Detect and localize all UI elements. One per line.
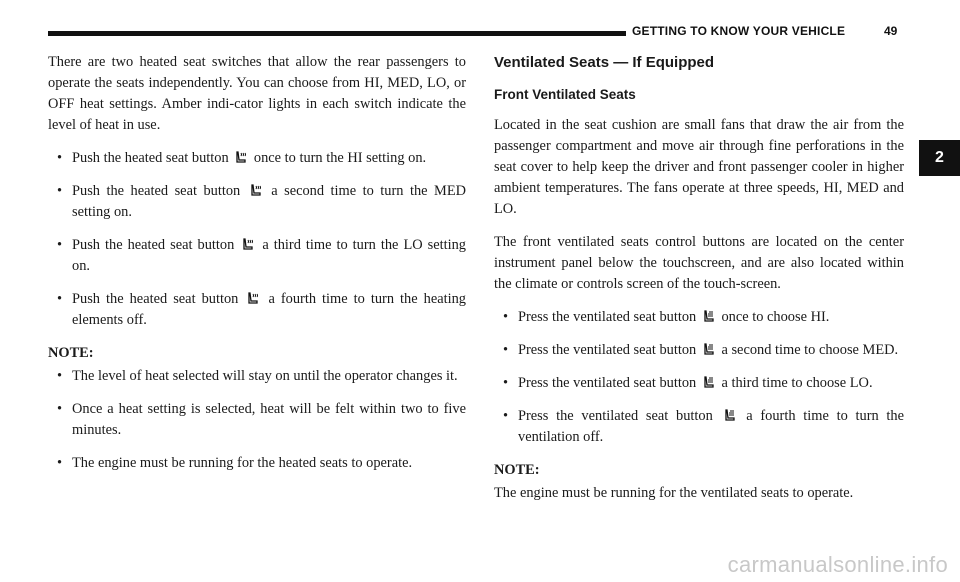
bullet-text: a second time to turn the MED setting on. bbox=[72, 183, 467, 220]
heated-bullet-2 bbox=[48, 181, 466, 223]
note-bullet-3: • The engine must be running for the heated seats to operate. bbox=[48, 453, 466, 474]
ventilated-paragraph-2: The front ventilated seats control buttons are located on the center instrument panel below the touchscreen, and are also located within the climate or controls screen of the touch-screen. bbox=[494, 234, 904, 292]
heated-seat-icon bbox=[241, 237, 255, 251]
watermark: carmanualsonline.info bbox=[727, 552, 948, 577]
note-bullet-2: • Once a heat setting is selected, heat will be felt within two to five minutes. bbox=[48, 399, 466, 441]
bullet-text: Press the ventilated seat button bbox=[518, 309, 697, 325]
ventilated-seat-icon bbox=[702, 375, 716, 389]
bullet-text: once to choose HI. bbox=[721, 309, 830, 325]
ventilated-paragraph-1: Located in the seat cushion are small fans that draw the air from the passenger compartment and move air through fine perforations in the seat cover to help keep the driver and front passenger cooler in higher ambient temperatures. The fans operate at three speeds, HI, MED and LO. bbox=[494, 117, 904, 217]
heated-seat-icon bbox=[246, 291, 260, 305]
bullet-text: once to turn the HI setting on. bbox=[253, 150, 427, 166]
ventilated-bullet-4 bbox=[494, 406, 904, 448]
ventilated-seat-icon bbox=[702, 309, 716, 323]
heated-bullet-1 bbox=[48, 148, 466, 169]
running-header: GETTING TO KNOW YOUR VEHICLE bbox=[632, 24, 846, 38]
section-title: Ventilated Seats — If Equipped bbox=[494, 54, 715, 71]
bullet-text: a fourth time to turn the heating elements off. bbox=[72, 291, 467, 328]
ventilated-note-text: The engine must be running for the ventilated seats to operate. bbox=[494, 485, 854, 501]
bullet-text: a fourth time to turn the ventilation off. bbox=[518, 408, 904, 445]
bullet-text: Push the heated seat button bbox=[72, 291, 239, 307]
heated-seat-icon bbox=[234, 150, 248, 164]
intro-paragraph: There are two heated seat switches that allow the rear passengers to operate the seats independently. You can choose from HI, MED, LO, or OFF heat settings. Amber indi-cator lights in each switch indicate the level of heat in use. bbox=[48, 54, 466, 133]
bullet-text: a second time to choose MED. bbox=[721, 342, 899, 358]
chapter-tab: 2 bbox=[919, 140, 960, 176]
bullet-text: Push the heated seat button bbox=[72, 150, 229, 166]
bullet-text: Press the ventilated seat button bbox=[518, 408, 713, 424]
right-column bbox=[494, 52, 904, 504]
bullet-text: Press the ventilated seat button bbox=[518, 342, 697, 358]
subsection-title: Front Ventilated Seats bbox=[494, 87, 636, 102]
note-bullet-1: • The level of heat selected will stay on until the operator changes it. bbox=[48, 366, 466, 387]
bullet-text: Push the heated seat button bbox=[72, 237, 235, 253]
heated-seat-icon bbox=[249, 183, 263, 197]
heated-bullet-4 bbox=[48, 289, 466, 331]
bullet-text: a third time to choose LO. bbox=[721, 375, 873, 391]
ventilated-seat-icon bbox=[702, 342, 716, 356]
bullet-text: a third time to turn the LO setting on. bbox=[72, 237, 467, 274]
ventilated-bullet-1 bbox=[494, 307, 904, 328]
ventilated-bullet-2 bbox=[494, 340, 904, 361]
left-column bbox=[48, 52, 466, 486]
ventilated-seat-icon bbox=[723, 408, 737, 422]
ventilated-bullet-3 bbox=[494, 373, 904, 394]
note-label: NOTE: bbox=[494, 462, 540, 478]
page-number: 49 bbox=[884, 24, 898, 38]
header-rule bbox=[48, 31, 626, 36]
bullet-text: Push the heated seat button bbox=[72, 183, 241, 199]
bullet-text: Press the ventilated seat button bbox=[518, 375, 697, 391]
note-label: NOTE: bbox=[48, 345, 94, 361]
heated-bullet-3 bbox=[48, 235, 466, 277]
